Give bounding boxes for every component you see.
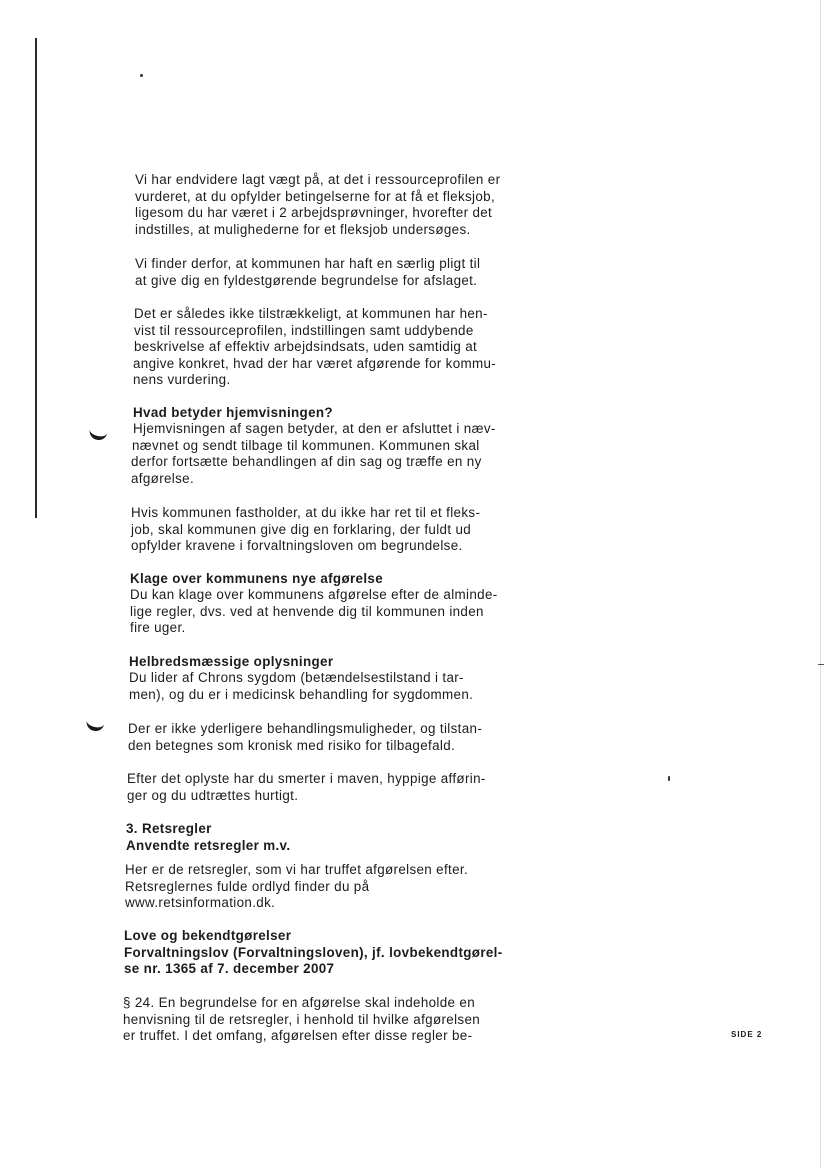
text-line: men), og du er i medicinsk behandling for sygdommen. xyxy=(129,686,474,702)
text-line: derfor fortsætte behandlingen af din sag og træffe en ny xyxy=(131,454,482,470)
text-line: er truffet. I det omfang, afgørelsen efter disse regler be- xyxy=(123,1028,473,1044)
section-heading: se nr. 1365 af 7. december 2007 xyxy=(124,961,335,977)
text-line: angive konkret, hvad der har været afgørende for kommu- xyxy=(133,355,497,371)
text-line: Hvis kommunen fastholder, at du ikke har ret til et fleks- xyxy=(131,505,481,520)
text-line: job, skal kommunen give dig en forklaring, der fuldt ud xyxy=(131,521,472,537)
page-number: SIDE 2 xyxy=(731,1030,763,1039)
section-heading: Forvaltningslov (Forvaltningsloven), jf. lovbekendtgørel- xyxy=(124,944,503,960)
text-line: www.retsinformation.dk. xyxy=(125,895,276,911)
text-line: indstilles, at mulighederne for et fleksjob undersøges. xyxy=(135,221,471,237)
text-line: Efter det oplyste har du smerter i maven, hyppige afførin- xyxy=(127,771,486,786)
section-heading: Helbredsmæssige oplysninger xyxy=(129,654,334,669)
text-line: vist til ressourceprofilen, indstillingen samt uddybende xyxy=(134,322,474,338)
text-line: lige regler, dvs. ved at henvende dig til kommunen inden xyxy=(130,603,484,619)
text-line: ligesom du har været i 2 arbejdsprøvninger, hvorefter det xyxy=(135,205,493,221)
text-line: at give dig en fyldestgørende begrundelse for afslaget. xyxy=(135,272,478,288)
section-heading: Hvad betyder hjemvisningen? xyxy=(133,405,333,420)
section-heading: Klage over kommunens nye afgørelse xyxy=(130,571,384,586)
text-line: fire uger. xyxy=(130,620,186,636)
text-line: beskrivelse af effektiv arbejdsindsats, uden samtidig at xyxy=(134,339,478,355)
text-line: afgørelse. xyxy=(131,470,195,486)
text-line: opfylder kravene i forvaltningsloven om begrundelse. xyxy=(131,538,463,554)
text-line: nens vurdering. xyxy=(133,372,231,388)
text-line: nævnet og sendt tilbage til kommunen. Kommunen skal xyxy=(132,437,480,453)
section-heading: Love og bekendtgørelser xyxy=(124,928,292,943)
text-line: Du lider af Chrons sygdom (betændelsestilstand i tar- xyxy=(129,670,464,685)
text-line: vurderet, at du opfylder betingelserne for at få et fleksjob, xyxy=(135,188,496,204)
text-line: Vi finder derfor, at kommunen har haft en særlig pligt til xyxy=(135,256,481,271)
section-heading: Anvendte retsregler m.v. xyxy=(126,837,291,853)
text-line: Det er således ikke tilstrækkeligt, at kommunen har hen- xyxy=(134,306,488,321)
text-line: Her er de retsregler, som vi har truffet afgørelsen efter. xyxy=(125,862,469,877)
text-line: Retsreglernes fulde ordlyd finder du på xyxy=(125,878,370,894)
text-line: Vi har endvidere lagt vægt på, at det i ressourceprofilen er xyxy=(135,172,501,187)
text-line: Du kan klage over kommunens afgørelse efter de alminde- xyxy=(130,587,498,602)
section-heading: 3. Retsregler xyxy=(126,821,212,836)
text-line: den betegnes som kronisk med risiko for tilbagefald. xyxy=(128,737,456,753)
text-line: Der er ikke yderligere behandlingsmuligheder, og tilstan- xyxy=(128,721,483,736)
text-line: § 24. En begrundelse for en afgørelse skal indeholde en xyxy=(123,995,476,1010)
text-line: ger og du udtrættes hurtigt. xyxy=(127,787,299,803)
text-line: henvisning til de retsregler, i henhold til hvilke afgørelsen xyxy=(123,1011,481,1027)
text-line: Hjemvisningen af sagen betyder, at den er afsluttet i næv- xyxy=(133,421,496,436)
